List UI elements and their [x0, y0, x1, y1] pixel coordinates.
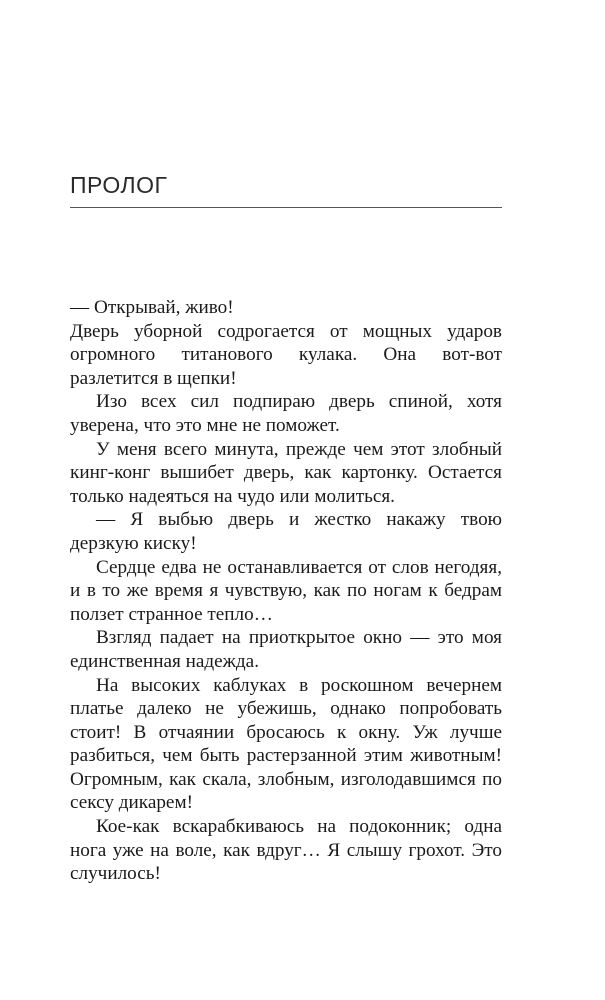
paragraph: Взгляд падает на приоткрытое окно — это моя единственная надежда. — [70, 627, 502, 672]
paragraph: — Открывай, живо! — [70, 297, 234, 318]
chapter-title: ПРОЛОГ — [70, 172, 168, 198]
body-text — [70, 296, 502, 886]
paragraph: Сердце едва не останавливается от слов негодяя, и в то же время я чувствую, как по ногам к бедрам ползет странное тепло… — [70, 556, 502, 625]
paragraph: Изо всех сил подпираю дверь спиной, хотя уверена, что это мне не поможет. — [70, 391, 502, 436]
paragraph: У меня всего минута, прежде чем этот злобный кинг-конг вышибет дверь, как картонку. Остается только надеяться на чудо или молиться. — [70, 438, 502, 507]
paragraph: — Я выбью дверь и жестко накажу твою дерзкую киску! — [70, 509, 502, 554]
paragraph: Дверь уборной содрогается от мощных ударов огромного титанового кулака. Она вот-вот разлетится в щепки! — [70, 320, 502, 389]
paragraph: На высоких каблуках в роскошном вечернем платье далеко не убежишь, однако попробовать стоит! В отчаянии бросаюсь к окну. Уж лучше разбиться, чем быть растерзанной этим животным! Огромным, как скала, злобным, изголодавшимся по сексу дикарем! — [70, 674, 502, 814]
paragraph: Кое-как вскарабкиваюсь на подоконник; одна нога уже на воле, как вдруг… Я слышу грохот. Это случилось! — [70, 816, 502, 885]
title-divider — [70, 207, 502, 208]
book-page — [70, 0, 502, 1000]
